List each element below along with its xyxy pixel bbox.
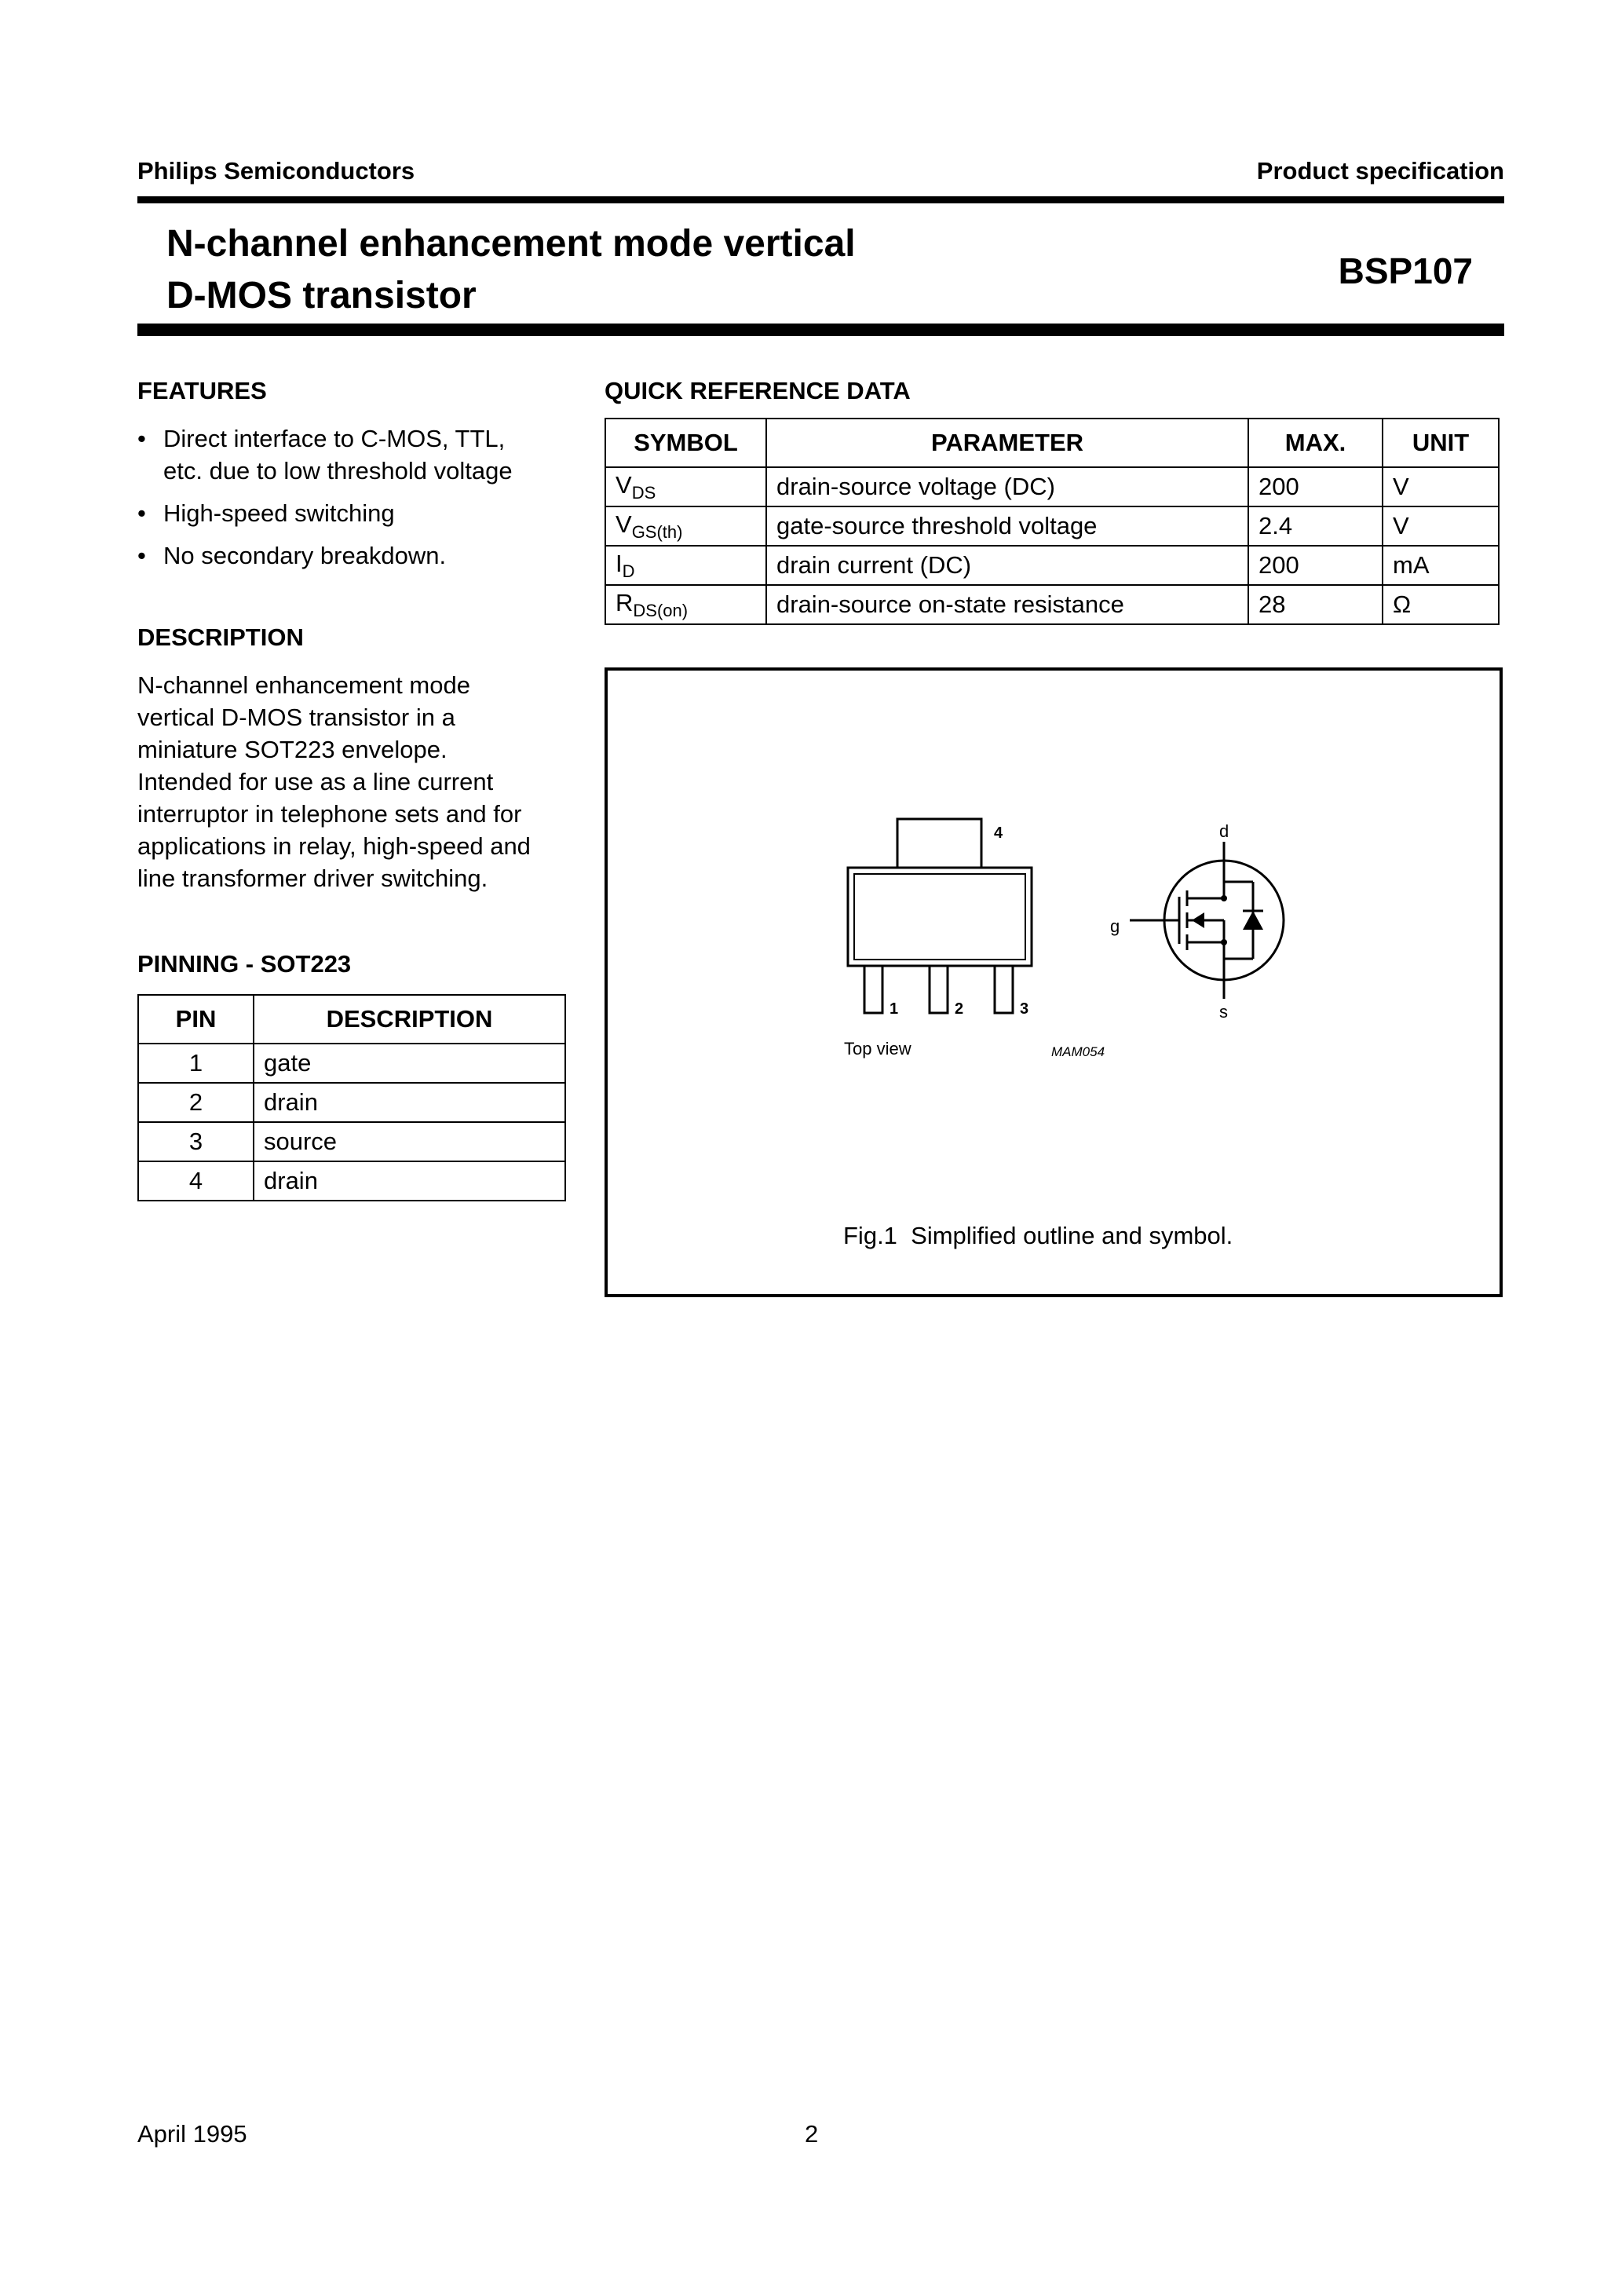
- pin-label-1: 1: [890, 1000, 899, 1018]
- table-row: $I_D$ drain current (DC) 200 mA: [605, 546, 1499, 585]
- symbol-cell: $V_{DS}$: [605, 467, 766, 506]
- pinning-heading: PINNING - SOT223: [137, 950, 352, 978]
- pinning-header-row: [138, 995, 565, 1044]
- terminal-s-label: s: [1219, 1002, 1228, 1022]
- title-rule: [137, 324, 1504, 336]
- pinning-table: [137, 994, 566, 1201]
- figure-number: Fig.1: [843, 1222, 897, 1249]
- terminal-g-label: g: [1110, 916, 1120, 936]
- quick-reference-heading: QUICK REFERENCE DATA: [605, 377, 911, 404]
- company-name: Philips Semiconductors: [137, 157, 415, 185]
- package-outline-and-symbol: [608, 671, 1500, 1294]
- description-heading: DESCRIPTION: [137, 623, 304, 651]
- footer-page-number: 2: [805, 2120, 819, 2148]
- unit-column-header: UNIT: [1383, 419, 1499, 467]
- figure-code: MAM054: [1051, 1044, 1105, 1059]
- symbol-cell: $R_{DS(on)}$: [605, 585, 766, 624]
- table-row: $V_{GS(th)}$ gate-source threshold voltage 2.4 V: [605, 506, 1499, 546]
- title-line-1: N-channel enhancement mode vertical: [166, 223, 856, 265]
- bullet-icon: •: [137, 499, 146, 527]
- feature-item: • High-speed switching: [137, 497, 561, 529]
- tab-pin-4: [897, 819, 981, 868]
- part-number: BSP107: [1338, 250, 1473, 291]
- max-column-header: MAX.: [1248, 419, 1383, 467]
- table-row: 2 drain: [138, 1083, 565, 1122]
- pin-label-4: 4: [994, 824, 1003, 842]
- features-list: [137, 422, 561, 582]
- channel-arrow-icon: [1192, 912, 1204, 928]
- description-column-header: DESCRIPTION: [254, 995, 565, 1044]
- package-body: [848, 868, 1032, 966]
- title-line-2: D-MOS transistor: [166, 275, 477, 316]
- junction-dot: [1221, 895, 1227, 901]
- table-row: 1 gate: [138, 1044, 565, 1083]
- header-rule: [137, 196, 1504, 203]
- pin-label-2: 2: [955, 1000, 964, 1018]
- lead-pin-3: [995, 966, 1013, 1013]
- mosfet-symbol-icon: [1130, 842, 1284, 999]
- pin-column-header: PIN: [138, 995, 254, 1044]
- table-row: $V_{DS}$ drain-source voltage (DC) 200 V: [605, 467, 1499, 506]
- quick-reference-table: [605, 418, 1500, 625]
- feature-item: • Direct interface to C-MOS, TTL, etc. due to low threshold voltage: [137, 422, 561, 487]
- page-title: [166, 218, 856, 322]
- lead-pin-2: [930, 966, 948, 1013]
- feature-item: • No secondary breakdown.: [137, 539, 561, 572]
- figure-box: [605, 667, 1503, 1297]
- figure-caption: [843, 1222, 1233, 1250]
- document-type: Product specification: [1256, 157, 1504, 185]
- junction-dot: [1221, 939, 1227, 945]
- pin-label-3: 3: [1020, 1000, 1029, 1018]
- table-row: $R_{DS(on)}$ drain-source on-state resistance 28 Ω: [605, 585, 1499, 624]
- figure-caption-text: Simplified outline and symbol.: [911, 1222, 1233, 1249]
- bullet-icon: •: [137, 425, 146, 452]
- parameter-column-header: PARAMETER: [766, 419, 1248, 467]
- table-row: 4 drain: [138, 1161, 565, 1201]
- description-text: N-channel enhancement mode vertical D-MOS transistor in a miniature SOT223 envelope. Intended for use as a line current interruptor in telephone sets and for applications in relay, high-speed and line transformer driver switching.: [137, 671, 531, 892]
- sot223-outline-drawing: [848, 819, 1032, 1013]
- symbol-column-header: SYMBOL: [605, 419, 766, 467]
- table-row: 3 source: [138, 1122, 565, 1161]
- body-diode-icon: [1243, 911, 1263, 930]
- lead-pin-1: [864, 966, 882, 1013]
- quick-reference-header-row: [605, 419, 1499, 467]
- symbol-cell: $I_D$: [605, 546, 766, 585]
- top-view-label: Top view: [844, 1039, 911, 1058]
- bullet-icon: •: [137, 542, 146, 569]
- features-heading: FEATURES: [137, 377, 267, 404]
- package-body-inner: [854, 874, 1025, 960]
- symbol-cell: $V_{GS(th)}$: [605, 506, 766, 546]
- terminal-d-label: d: [1219, 821, 1229, 841]
- footer-date: April 1995: [137, 2120, 247, 2148]
